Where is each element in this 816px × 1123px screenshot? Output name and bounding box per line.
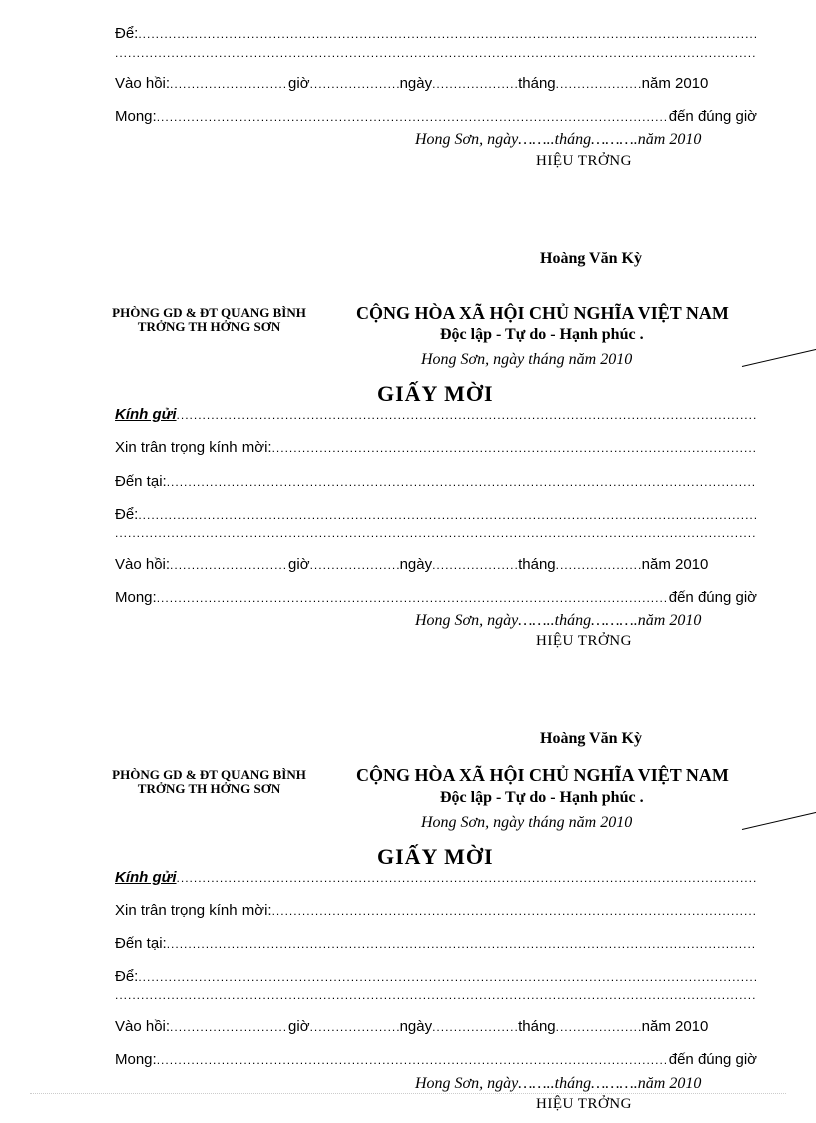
year-blank[interactable] [556,77,642,91]
de-continuation-line[interactable] [115,526,755,540]
agency-name: PHÒNG GD & ĐT QUANG BÌNH [112,305,306,320]
national-motto: Độc lập - Tự do - Hạnh phúc . [440,326,644,343]
de-continuation-line[interactable] [115,46,755,60]
hour-blank[interactable] [170,1020,288,1034]
gio-label: giờ [288,75,310,92]
mong-label: Mong: [115,589,157,606]
mong-line[interactable] [115,589,757,606]
month-blank[interactable] [432,1020,518,1034]
thang-label: tháng [518,75,556,92]
xin-tran-trong-label: Xin trân trọng kính mời: [115,902,272,919]
den-tai-label: Đến tại: [115,935,167,952]
place-date: Hong Sơn, ngày……..tháng……….năm 2010 [415,1075,702,1092]
document-title: GIẤY MỜI [377,381,494,406]
national-title: CỘNG HÒA XÃ HỘI CHỦ NGHĨA VIỆT NAM [356,765,729,785]
header-place-date: Hong Sơn, ngày tháng năm 2010 [421,351,633,368]
ngay-label: ngày [399,1018,433,1035]
day-blank[interactable] [310,558,400,572]
vao-hoi-label: Vào hồi: [115,75,171,92]
hour-blank[interactable] [170,558,288,572]
thang-label: tháng [518,556,556,573]
month-blank[interactable] [432,558,518,572]
principal-title: HIỆU TRỞNG [536,153,632,169]
de-line[interactable] [115,25,757,42]
de-label: Để: [115,506,139,523]
year-blank[interactable] [556,1020,642,1034]
mong-line[interactable] [115,108,757,125]
page-bottom-rule [30,1093,786,1094]
den-dung-gio-label: đến đúng giờ [668,108,757,125]
kinh-gui-label: Kính gửi [115,869,177,886]
kinh-gui-label: Kính gửi [115,406,177,423]
de-line[interactable] [115,506,757,523]
header-place-date: Hong Sơn, ngày tháng năm 2010 [421,814,633,831]
agency-header [80,306,338,334]
mong-label: Mong: [115,1051,157,1068]
signer-name: Hoàng Văn Kỳ [540,250,642,267]
time-line[interactable] [115,556,757,573]
xin-tran-trong-label: Xin trân trọng kính mời: [115,439,272,456]
invitee-line[interactable] [115,439,757,456]
mong-label: Mong: [115,108,157,125]
mong-line[interactable] [115,1051,757,1068]
nam-label: năm 2010 [641,1018,709,1035]
de-continuation-line[interactable] [115,988,755,1002]
de-line[interactable] [115,968,757,985]
place-date: Hong Sơn, ngày……..tháng……….năm 2010 [415,612,702,629]
national-title: CỘNG HÒA XÃ HỘI CHỦ NGHĨA VIỆT NAM [356,303,729,323]
nam-label: năm 2010 [641,75,709,92]
gio-label: giờ [288,1018,310,1035]
place-date: Hong Sơn, ngày……..tháng……….năm 2010 [415,131,702,148]
vao-hoi-label: Vào hồi: [115,1018,171,1035]
time-line[interactable] [115,75,757,92]
agency-header [80,768,338,796]
signer-name: Hoàng Văn Kỳ [540,730,642,747]
school-name: TRỞNG TH HỞNG SƠN [137,319,281,334]
day-blank[interactable] [310,1020,400,1034]
thang-label: tháng [518,1018,556,1035]
den-dung-gio-label: đến đúng giờ [668,1051,757,1068]
den-dung-gio-label: đến đúng giờ [668,589,757,606]
school-name: TRỞNG TH HỞNG SƠN [137,781,281,796]
agency-name: PHÒNG GD & ĐT QUANG BÌNH [112,767,306,782]
hour-blank[interactable] [170,77,288,91]
kinh-gui-line[interactable] [115,406,757,423]
national-motto: Độc lập - Tự do - Hạnh phúc . [440,789,644,806]
principal-title: HIỆU TRỞNG [536,633,632,649]
month-blank[interactable] [432,77,518,91]
den-tai-line[interactable] [115,473,757,490]
de-label: Để: [115,968,139,985]
day-blank[interactable] [310,77,400,91]
principal-title: HIỆU TRỞNG [536,1096,632,1112]
ngay-label: ngày [399,75,433,92]
year-blank[interactable] [556,558,642,572]
pointer-line [742,811,816,830]
vao-hoi-label: Vào hồi: [115,556,171,573]
den-tai-line[interactable] [115,935,757,952]
ngay-label: ngày [399,556,433,573]
de-label: Để: [115,25,139,42]
nam-label: năm 2010 [641,556,709,573]
den-tai-label: Đến tại: [115,473,167,490]
gio-label: giờ [288,556,310,573]
kinh-gui-line[interactable] [115,869,757,886]
time-line[interactable] [115,1018,757,1035]
invitee-line[interactable] [115,902,757,919]
document-title: GIẤY MỜI [377,844,494,869]
pointer-line [742,348,816,367]
